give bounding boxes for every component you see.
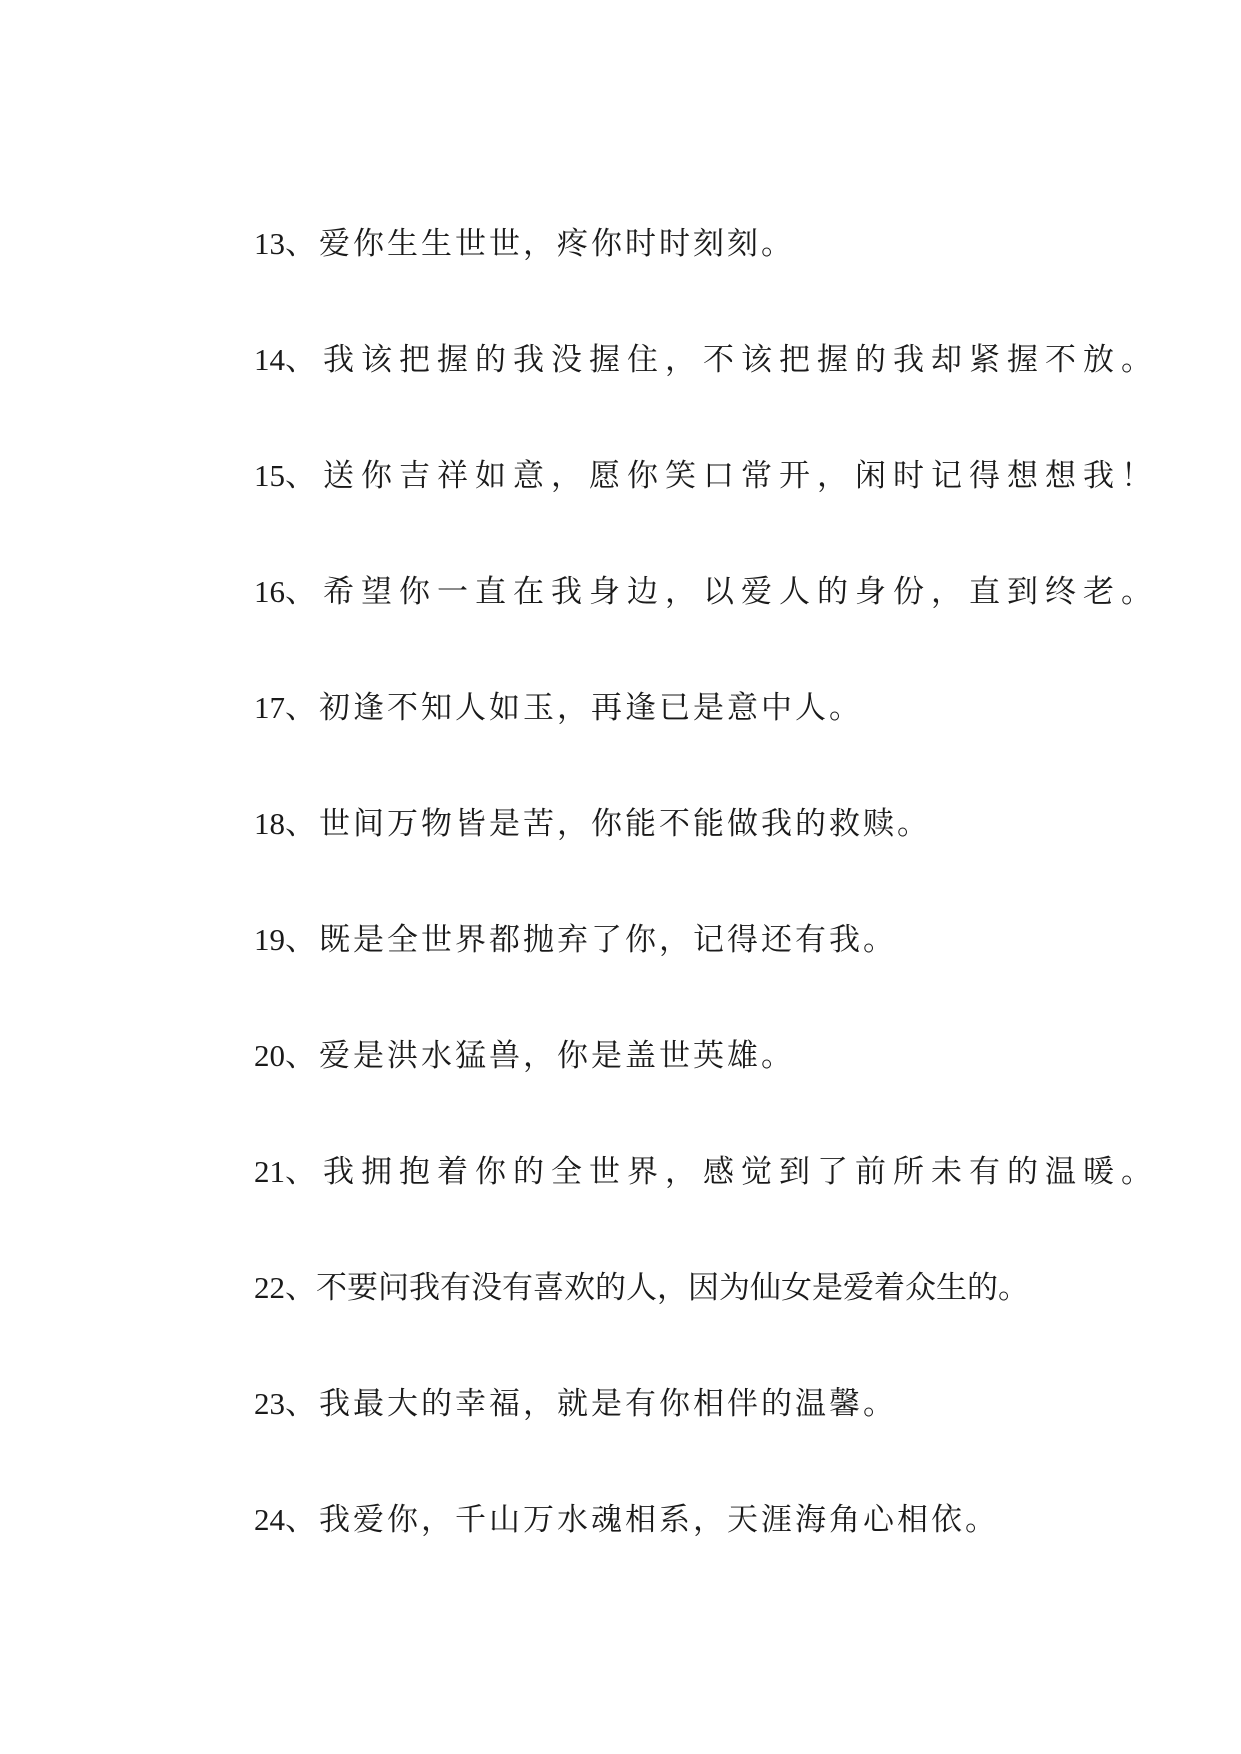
list-item	[254, 562, 1159, 622]
item-number: 23	[254, 1386, 285, 1421]
item-number: 18	[254, 806, 285, 841]
list-item	[254, 1026, 1154, 1086]
item-text: 、世间万物皆是苦，你能不能做我的救赎。	[285, 806, 931, 842]
item-number: 24	[254, 1502, 285, 1537]
item-number: 14	[254, 342, 285, 377]
list-item	[254, 1142, 1159, 1202]
item-text: 、爱你生生世世，疼你时时刻刻。	[285, 226, 795, 262]
item-text: 、我爱你，千山万水魂相系，天涯海角心相依。	[285, 1502, 999, 1538]
list-item	[254, 794, 1154, 854]
item-number: 17	[254, 690, 285, 725]
item-number: 20	[254, 1038, 285, 1073]
list-item	[254, 214, 1154, 274]
item-text: 、我最大的幸福，就是有你相伴的温馨。	[285, 1386, 897, 1422]
item-number: 15	[254, 458, 285, 493]
list-item	[254, 446, 1159, 506]
item-number: 22	[254, 1270, 285, 1305]
item-text: 、既是全世界都抛弃了你，记得还有我。	[285, 922, 897, 958]
item-number: 16	[254, 574, 285, 609]
item-text: 、我该把握的我没握住，不该把握的我却紧握不放。	[285, 342, 1159, 378]
item-text: 、不要问我有没有喜欢的人，因为仙女是爱着众生的。	[285, 1270, 1029, 1306]
list-item	[254, 330, 1159, 390]
item-number: 19	[254, 922, 285, 957]
item-number: 21	[254, 1154, 285, 1189]
list-item	[254, 1490, 1154, 1550]
item-text: 、爱是洪水猛兽，你是盖世英雄。	[285, 1038, 795, 1074]
list-item	[254, 910, 1154, 970]
list-item	[254, 678, 1154, 738]
item-text: 、送你吉祥如意，愿你笑口常开，闲时记得想想我！	[285, 458, 1159, 494]
item-text: 、我拥抱着你的全世界，感觉到了前所未有的温暖。	[285, 1154, 1159, 1190]
list-item	[254, 1374, 1154, 1434]
list-item	[254, 1258, 1154, 1318]
item-number: 13	[254, 226, 285, 261]
item-text: 、希望你一直在我身边，以爱人的身份，直到终老。	[285, 574, 1159, 610]
item-text: 、初逢不知人如玉，再逢已是意中人。	[285, 690, 863, 726]
